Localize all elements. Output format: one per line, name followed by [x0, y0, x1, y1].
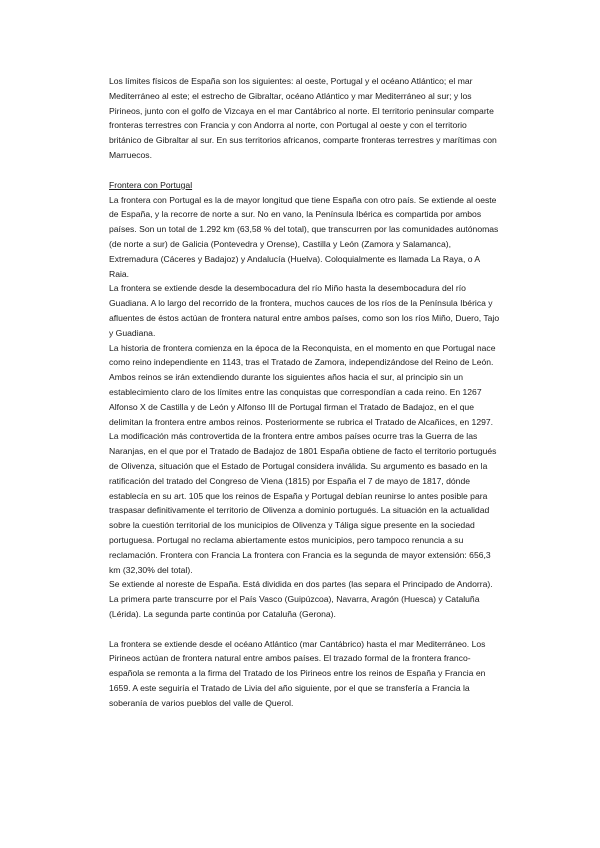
paragraph-gap [109, 163, 501, 178]
body-paragraph: Se extiende al noreste de España. Está dividida en dos partes (las separa el Principado de Andorra). La primera parte transcurre por el País Vasco (Guipúzcoa), Navarra, Aragón (Huesca) y Cataluña (Lérida). La segunda parte continúa por Cataluña (Gerona). [109, 579, 493, 619]
body-paragraph: La historia de frontera comienza en la época de la Reconquista, en el momento en que Portugal nace como reino independiente en 1143, tras el Tratado de Zamora, independizándose del Reino de León. Ambos reinos se irán extendiendo durante los siguientes años hacia el sur, al principio sin un establecimiento claro de los límites entre las conquistas que correspondían a cada reino. En 1267 Alfonso X de Castilla y de León y Alfonso III de Portugal firman el Tratado de Badajoz, en el que delimitan la frontera entre ambos reinos. Posteriormente se rubrica el Tratado de Alcañices, en 1297. La modificación más controvertida de la frontera entre ambos países ocurre tras la Guerra de las Naranjas, en el que por el Tratado de Badajoz de 1801 España obtiene de facto el territorio portugués de Olivenza, situación que el Estado de Portugal considera inválida. Su argumento es basado en la ratificación del tratado del Congreso de Viena (1815) por España el 7 de mayo de 1817, dónde establecía en su art. 105 que los reinos de España y Portugal debían reunirse lo antes posible para traspasar definitivamente el territorio de Olivenza a dominio portugués. La situación en la actualidad sobre la cuestión territorial de los municipios de Olivenza y Táliga sigue presente en la sociedad portuguesa. Portugal no reclama abiertamente estos municipios, pero tampoco renuncia a su reclamación. Frontera con Francia La frontera con Francia es la segunda de mayor extensión: 656,3 km (32,30% del total). [109, 342, 497, 575]
paragraph-gap [109, 622, 501, 637]
body-paragraph: La frontera con Portugal es la de mayor longitud que tiene España con otro país. Se extiende al oeste de España, y la recorre de norte a sur. No en vano, la Península Ibérica es compartida por ambos países. Son un total de 1.292 km (63,58 % del total), que transcurren por las comunidades autónomas (de norte a sur) de Galicia (Pontevedra y Orense), Castilla y León (Zamora y Salamanca), Extremadura (Cáceres y Badajoz) y Andalucía (Huelva). Coloquialmente es llamada La Raya, o A Raia. [109, 194, 499, 279]
intro-paragraph: Los límites físicos de España son los siguientes: al oeste, Portugal y el océano Atlántico; el mar Mediterráneo al este; el estrecho de Gibraltar, océano Atlántico y mar Mediterráneo al sur; y los Pirineos, junto con el golfo de Vizcaya en el mar Cantábrico al norte. El territorio peninsular comparte fronteras terrestres con Francia y con Andorra al norte, con Portugal al oeste y con el territorio británico de Gibraltar al sur. En sus territorios africanos, comparte fronteras terrestres y marítimas con Marruecos. [109, 76, 497, 160]
document-page [109, 74, 501, 711]
closing-paragraph: La frontera se extiende desde el océano Atlántico (mar Cantábrico) hasta el mar Mediterráneo. Los Pirineos actúan de frontera natural entre ambos países. El trazado formal de la frontera franco-española se remonta a la firma del Tratado de los Pirineos entre los reinos de España y Francia en 1659. A este seguiría el Tratado de Livia del año siguiente, por el que se transfería a Francia la soberanía de varios pueblos del valle de Querol. [109, 638, 486, 708]
section-heading: Frontera con Portugal [109, 179, 193, 190]
body-paragraph: La frontera se extiende desde la desembocadura del río Miño hasta la desembocadura del río Guadiana. A lo largo del recorrido de la frontera, muchos cauces de los ríos de la Península Ibérica y afluentes de éstos actúan de frontera natural entre ambos países, como son los ríos Miño, Duero, Tajo y Guadiana. [109, 283, 500, 338]
